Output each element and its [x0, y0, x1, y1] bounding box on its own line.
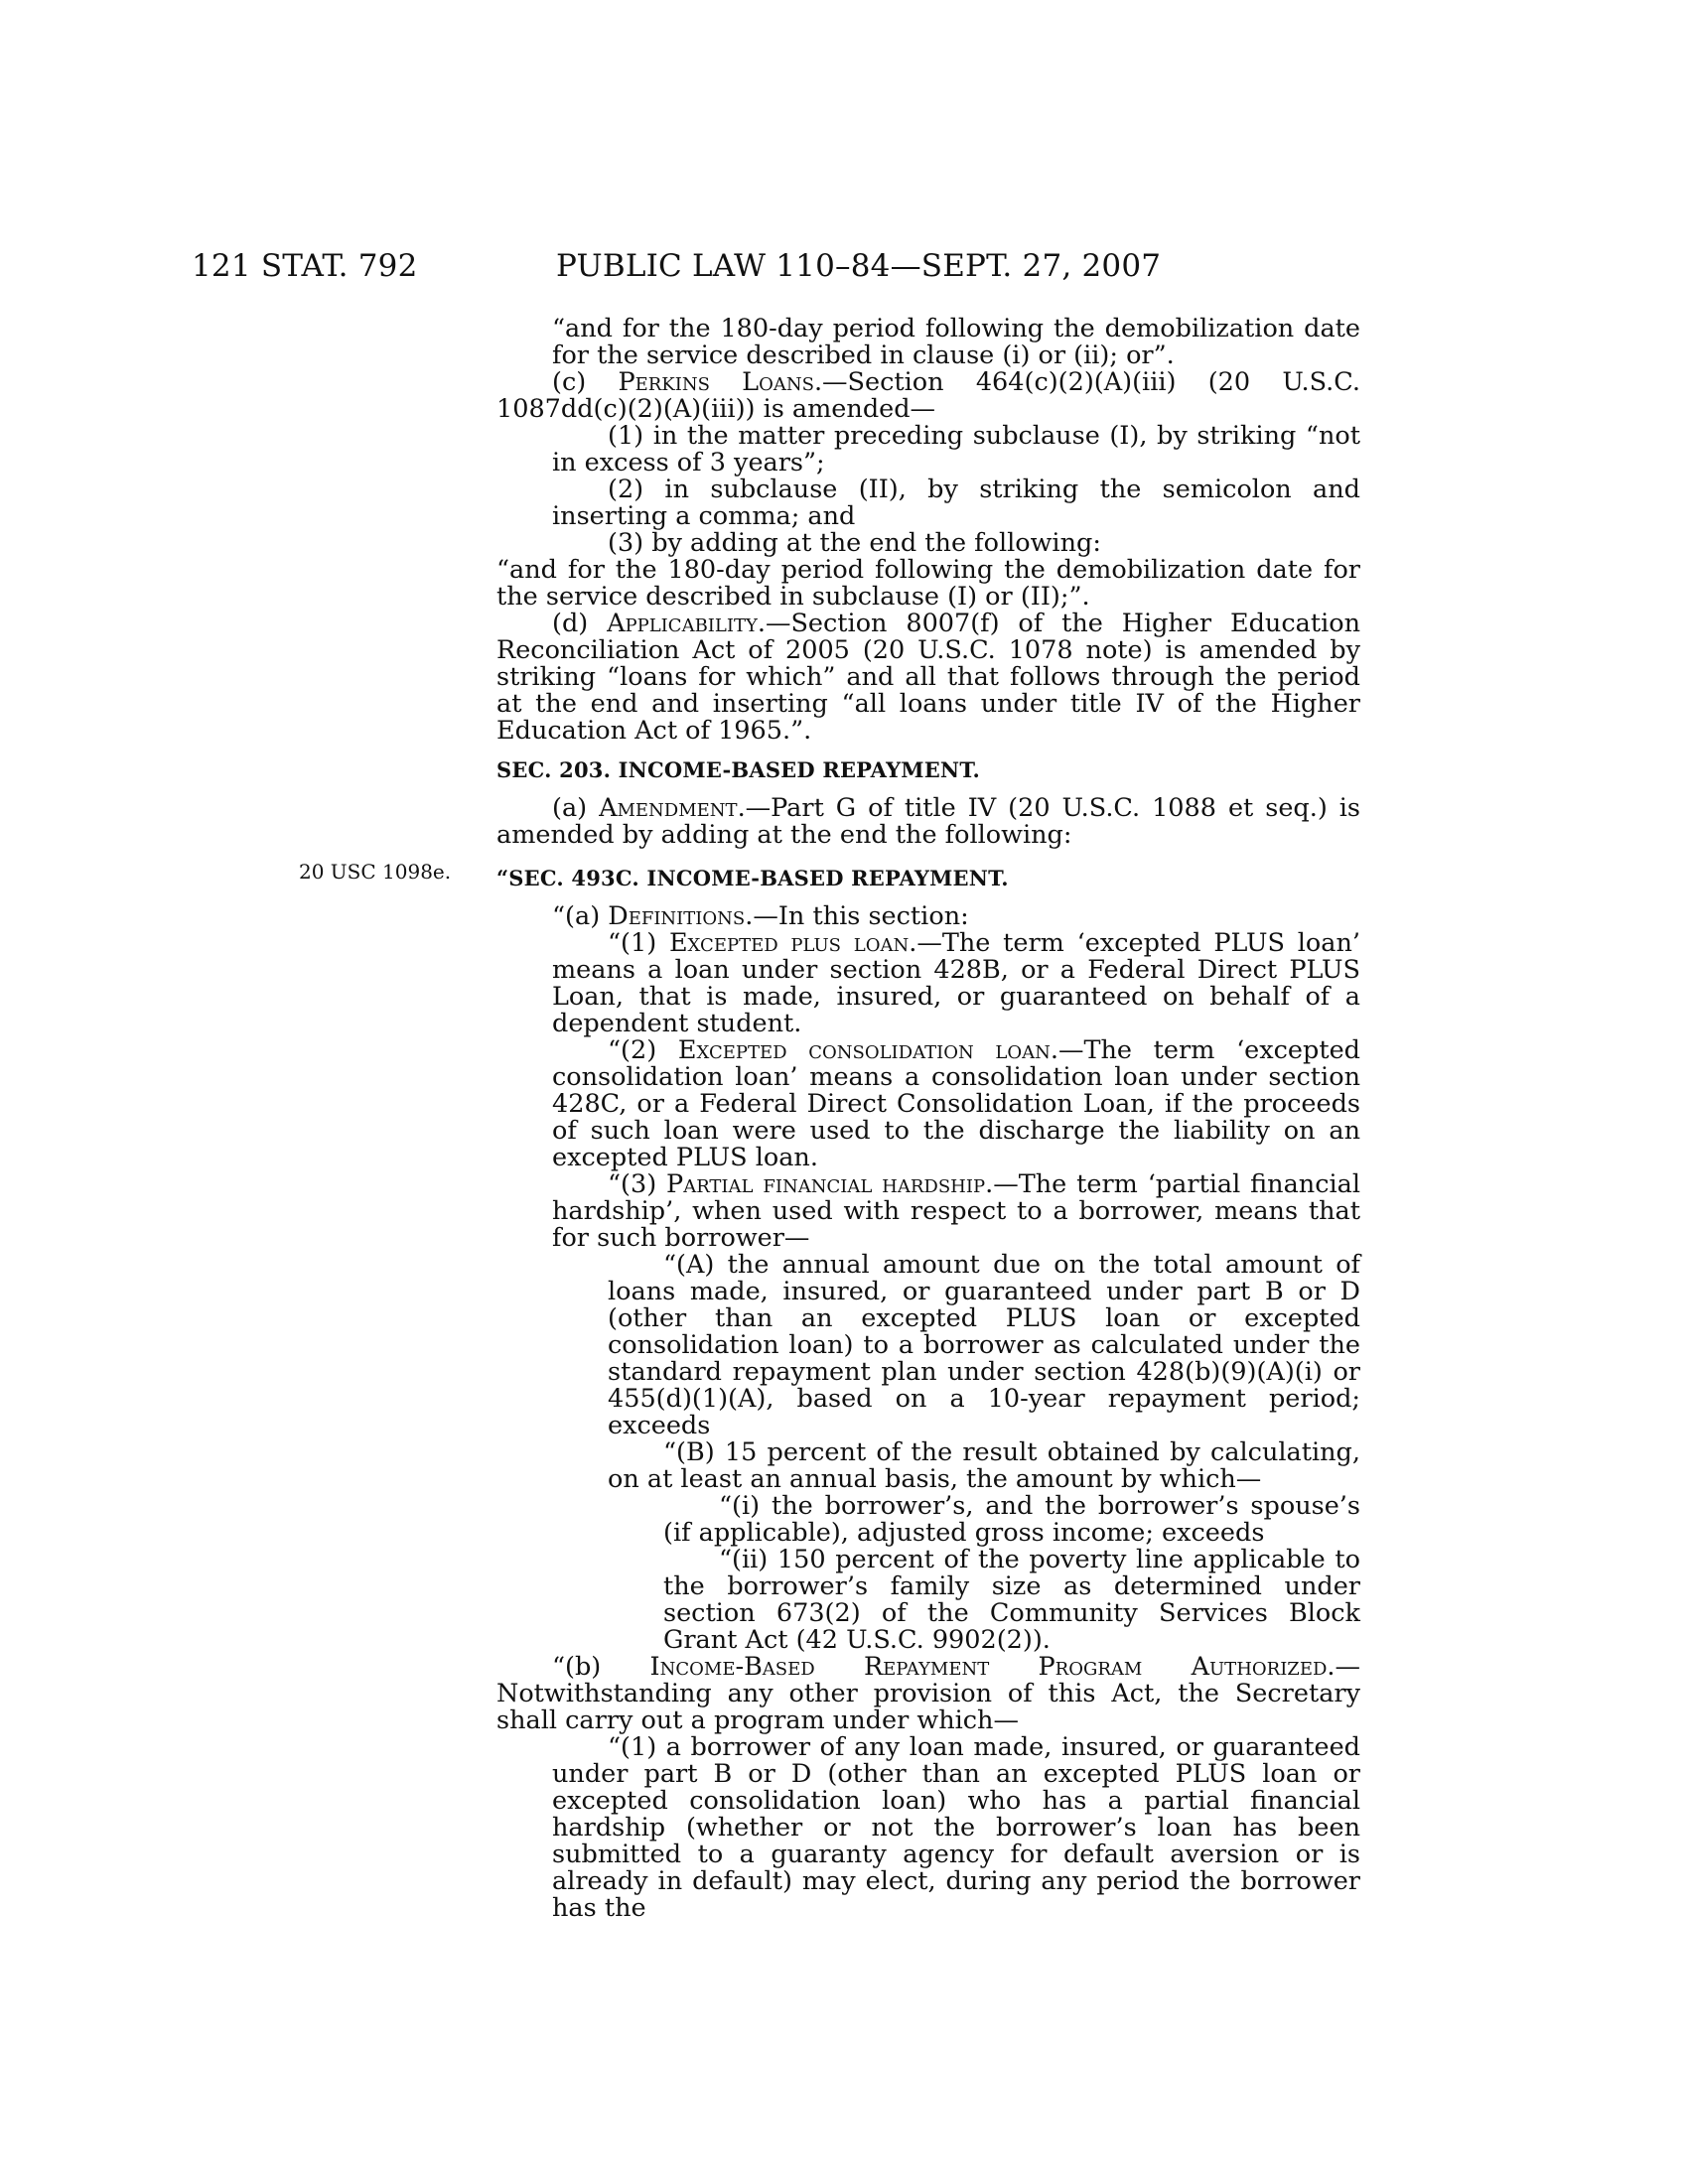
- definition-3-clause-ii: [496, 1547, 1360, 1654]
- definition-3b-text: “(B) 15 percent of the result obtained by calculating, on at least an annual basis, the amount by which—: [608, 1437, 1360, 1494]
- subsection-b-lead: “(b): [552, 1652, 650, 1682]
- subsection-c-text: .—Section 464(c)(2)(A)(iii) (20 U.S.C. 1087dd(c)(2)(A)(iii)) is amended—: [496, 367, 1360, 424]
- subsection-d-heading: Applicability: [607, 609, 758, 638]
- subsection-d-applicability: [496, 611, 1360, 745]
- definition-2-lead: “(2): [608, 1035, 678, 1065]
- paragraph-c2-text: (2) in subclause (II), by striking the semicolon and inserting a comma; and: [552, 475, 1360, 531]
- definition-3-subparagraph-b: [496, 1439, 1360, 1493]
- definition-3a-text: “(A) the annual amount due on the total amount of loans made, insured, or guaranteed under part B or D (other than an excepted PLUS loan or excepted consolidation loan) to a borrower as calculated under the standard repayment plan under section 428(b)(9)(A)(i) or 455(d)(1)(A), based on a 10-year repayment period; exceeds: [608, 1250, 1360, 1440]
- definitions-heading: [496, 903, 1360, 930]
- subsection-b1-text: “(1) a borrower of any loan made, insured, or guaranteed under part B or D (other than an excepted PLUS loan or excepted consolidation loan) who has a partial financial hardship (whether or not the borrower’s loan has been submitted to a guaranty agency for default aversion or is already in default) may elect, during any period the borrower has the: [552, 1732, 1360, 1923]
- subsection-b-ibr-program: [496, 1654, 1360, 1734]
- definition-3bii-text: “(ii) 150 percent of the poverty line applicable to the borrower’s family size as determined under section 673(2) of the Community Services Block Grant Act (42 U.S.C. 9902(2)).: [663, 1545, 1360, 1655]
- definition-2-term: Excepted consolidation loan: [677, 1035, 1051, 1065]
- margin-citation: 20 USC 1098e.: [299, 860, 452, 884]
- definition-1-term: Excepted plus loan: [668, 928, 910, 958]
- paragraph-c3-quote-text: “and for the 180-day period following the demobilization date for the service described in subclause (I) or (II);”.: [496, 555, 1360, 612]
- paragraph-c3-quote: [496, 557, 1360, 611]
- subsection-b-text: .—Notwithstanding any other provision of this Act, the Secretary shall carry out a program under which—: [496, 1652, 1360, 1735]
- subsection-a-lead: (a): [552, 793, 600, 823]
- definition-3-lead: “(3): [608, 1169, 667, 1199]
- definitions-text: .—In this section:: [745, 901, 969, 931]
- paragraph-c1: [496, 423, 1360, 477]
- definition-3-term: Partial financial hardship: [666, 1169, 986, 1199]
- paragraph-c1-text: (1) in the matter preceding subclause (I), by striking “not in excess of 3 years”;: [552, 421, 1360, 478]
- quoted-clause-text: “and for the 180-day period following the demobilization date for the service described in clause (i) or (ii); or”.: [552, 314, 1360, 370]
- paragraph-c2: [496, 477, 1360, 530]
- definition-3-text: .—The term ‘partial financial hardship’, when used with respect to a borrower, means that for such borrower—: [552, 1169, 1360, 1253]
- running-head-title: PUBLIC LAW 110–84—SEPT. 27, 2007: [556, 248, 1162, 284]
- definition-2-text: .—The term ‘excepted consolidation loan’ means a consolidation loan under section 428C, or a Federal Direct Consolidation Loan, if the proceeds of such loan were used to the discharge the liability on an excepted PLUS loan.: [552, 1035, 1361, 1172]
- subsection-a-amendment: [496, 795, 1360, 849]
- subsection-b-paragraph-1: [496, 1734, 1360, 1922]
- subsection-a-text: .—Part G of title IV (20 U.S.C. 1088 et seq.) is amended by adding at the end the following:: [496, 793, 1360, 850]
- quoted-clause: [496, 316, 1360, 369]
- subsection-b-heading: Income-Based Repayment Program Authorized: [649, 1652, 1328, 1682]
- page-number-ref: 121 STAT. 792: [192, 248, 418, 284]
- subsection-c-lead: (c): [552, 367, 619, 397]
- section-203-heading: SEC. 203. INCOME-BASED REPAYMENT.: [496, 757, 980, 782]
- section-493c-heading: “SEC. 493C. INCOME-BASED REPAYMENT.: [496, 866, 1009, 890]
- subsection-c-heading: Perkins Loans: [618, 367, 814, 397]
- subsection-c-perkins: [496, 369, 1360, 423]
- definition-2: [496, 1037, 1360, 1171]
- definitions-lead: “(a): [552, 901, 609, 931]
- definitions-title: Definitions: [608, 901, 746, 931]
- subsection-d-lead: (d): [552, 609, 608, 638]
- definition-3-clause-i: [496, 1493, 1360, 1547]
- paragraph-c3: [496, 530, 1360, 557]
- subsection-a-heading: Amendment: [599, 793, 738, 823]
- definition-3: [496, 1171, 1360, 1252]
- definition-3-subparagraph-a: [496, 1252, 1360, 1439]
- definition-1-text: .—The term ‘excepted PLUS loan’ means a loan under section 428B, or a Federal Direct PLUS Loan, that is made, insured, or guaranteed on behalf of a dependent student.: [552, 928, 1361, 1038]
- definition-1: [496, 930, 1360, 1037]
- definition-3bi-text: “(i) the borrower’s, and the borrower’s spouse’s (if applicable), adjusted gross income; exceeds: [663, 1491, 1360, 1548]
- definition-1-lead: “(1): [608, 928, 669, 958]
- document-body: [496, 316, 1360, 1922]
- subsection-d-text: .—Section 8007(f) of the Higher Education Reconciliation Act of 2005 (20 U.S.C. 1078 note) is amended by striking “loans for which” and all that follows through the period at the end and inserting “all loans under title IV of the Higher Education Act of 1965.”.: [496, 609, 1361, 746]
- paragraph-c3-text: (3) by adding at the end the following:: [608, 528, 1101, 558]
